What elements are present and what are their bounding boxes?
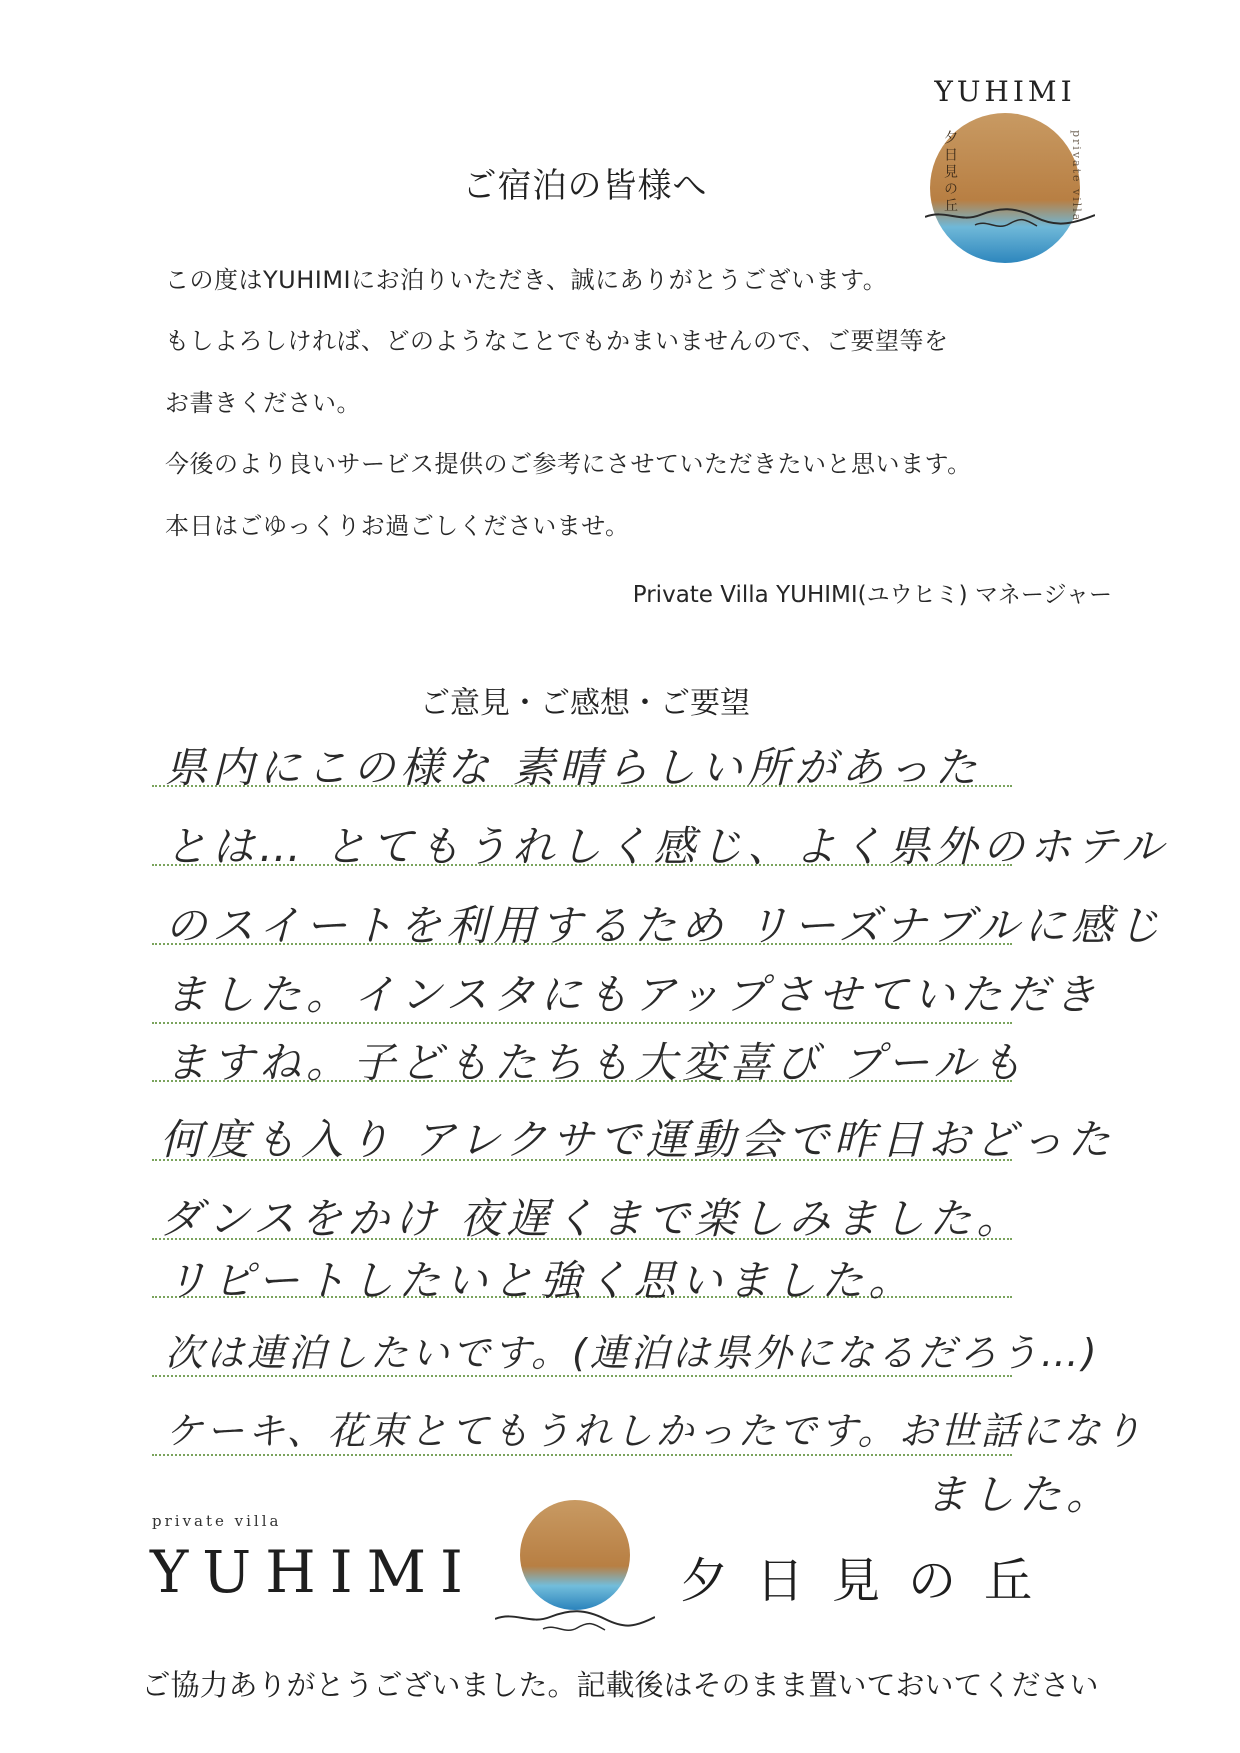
- handwritten-line: とは… とてもうれしく感じ、よく県外のホテル: [165, 822, 1169, 871]
- logo-brand-text: YUHIMI: [934, 75, 1076, 108]
- intro-line: お書きください。: [165, 389, 361, 417]
- handwritten-line: リピートしたいと強く思いました。: [165, 1256, 916, 1305]
- intro-line: 本日はごゆっくりお過ごしくださいませ。: [165, 512, 630, 540]
- brand-tagline: private villa: [152, 1512, 282, 1530]
- handwritten-line: のスイートを利用するため リーズナブルに感じ: [165, 901, 1165, 950]
- brand-wordmark: YUHIMI: [150, 1538, 477, 1606]
- logo-vertical-english: private villa: [1070, 130, 1083, 223]
- intro-line: 今後のより良いサービス提供のご参考にさせていただきたいと思います。: [165, 450, 972, 478]
- page-title: ご宿泊の皆様へ: [462, 166, 708, 206]
- intro-line: この度はYUHIMIにお泊りいただき、誠にありがとうございます。: [165, 266, 888, 294]
- handwritten-line: ました。インスタにもアップさせていただき: [165, 970, 1101, 1019]
- wave-icon: [925, 205, 1095, 235]
- handwritten-line: 何度も入り アレクサで運動会で昨日おどった: [160, 1115, 1115, 1164]
- comments-heading: ご意見・ご感想・ご要望: [420, 686, 750, 721]
- intro-line: もしよろしければ、どのようなことでもかまいませんので、ご要望等を: [165, 327, 949, 355]
- handwritten-line: ました。: [925, 1470, 1114, 1519]
- handwritten-line: 県内にこの様な 素晴らしい所があった: [165, 743, 982, 792]
- footer-note: ご協力ありがとうございました。記載後はそのまま置いておいてください: [141, 1668, 1099, 1702]
- handwritten-line: ダンスをかけ 夜遅くまで楽しみました。: [160, 1194, 1024, 1243]
- writing-line: [152, 1022, 1012, 1024]
- brand-japanese-name: 夕日見の丘: [680, 1553, 1061, 1609]
- handwritten-line: ますね。子どもたちも大変喜び プールも: [165, 1038, 1028, 1087]
- bottom-brand-logo: [140, 1500, 1100, 1660]
- logo-vertical-japanese: 夕日見の丘: [942, 130, 958, 215]
- handwritten-line: 次は連泊したいです。(連泊は県外になるだろう…): [165, 1331, 1100, 1375]
- handwritten-line: ケーキ、花束とてもうれしかったです。お世話になり: [165, 1409, 1145, 1453]
- wave-icon: [495, 1605, 655, 1641]
- brand-sun-disc: [520, 1500, 630, 1610]
- manager-signature: Private Villa YUHIMI(ユウヒミ) マネージャー: [632, 582, 1112, 608]
